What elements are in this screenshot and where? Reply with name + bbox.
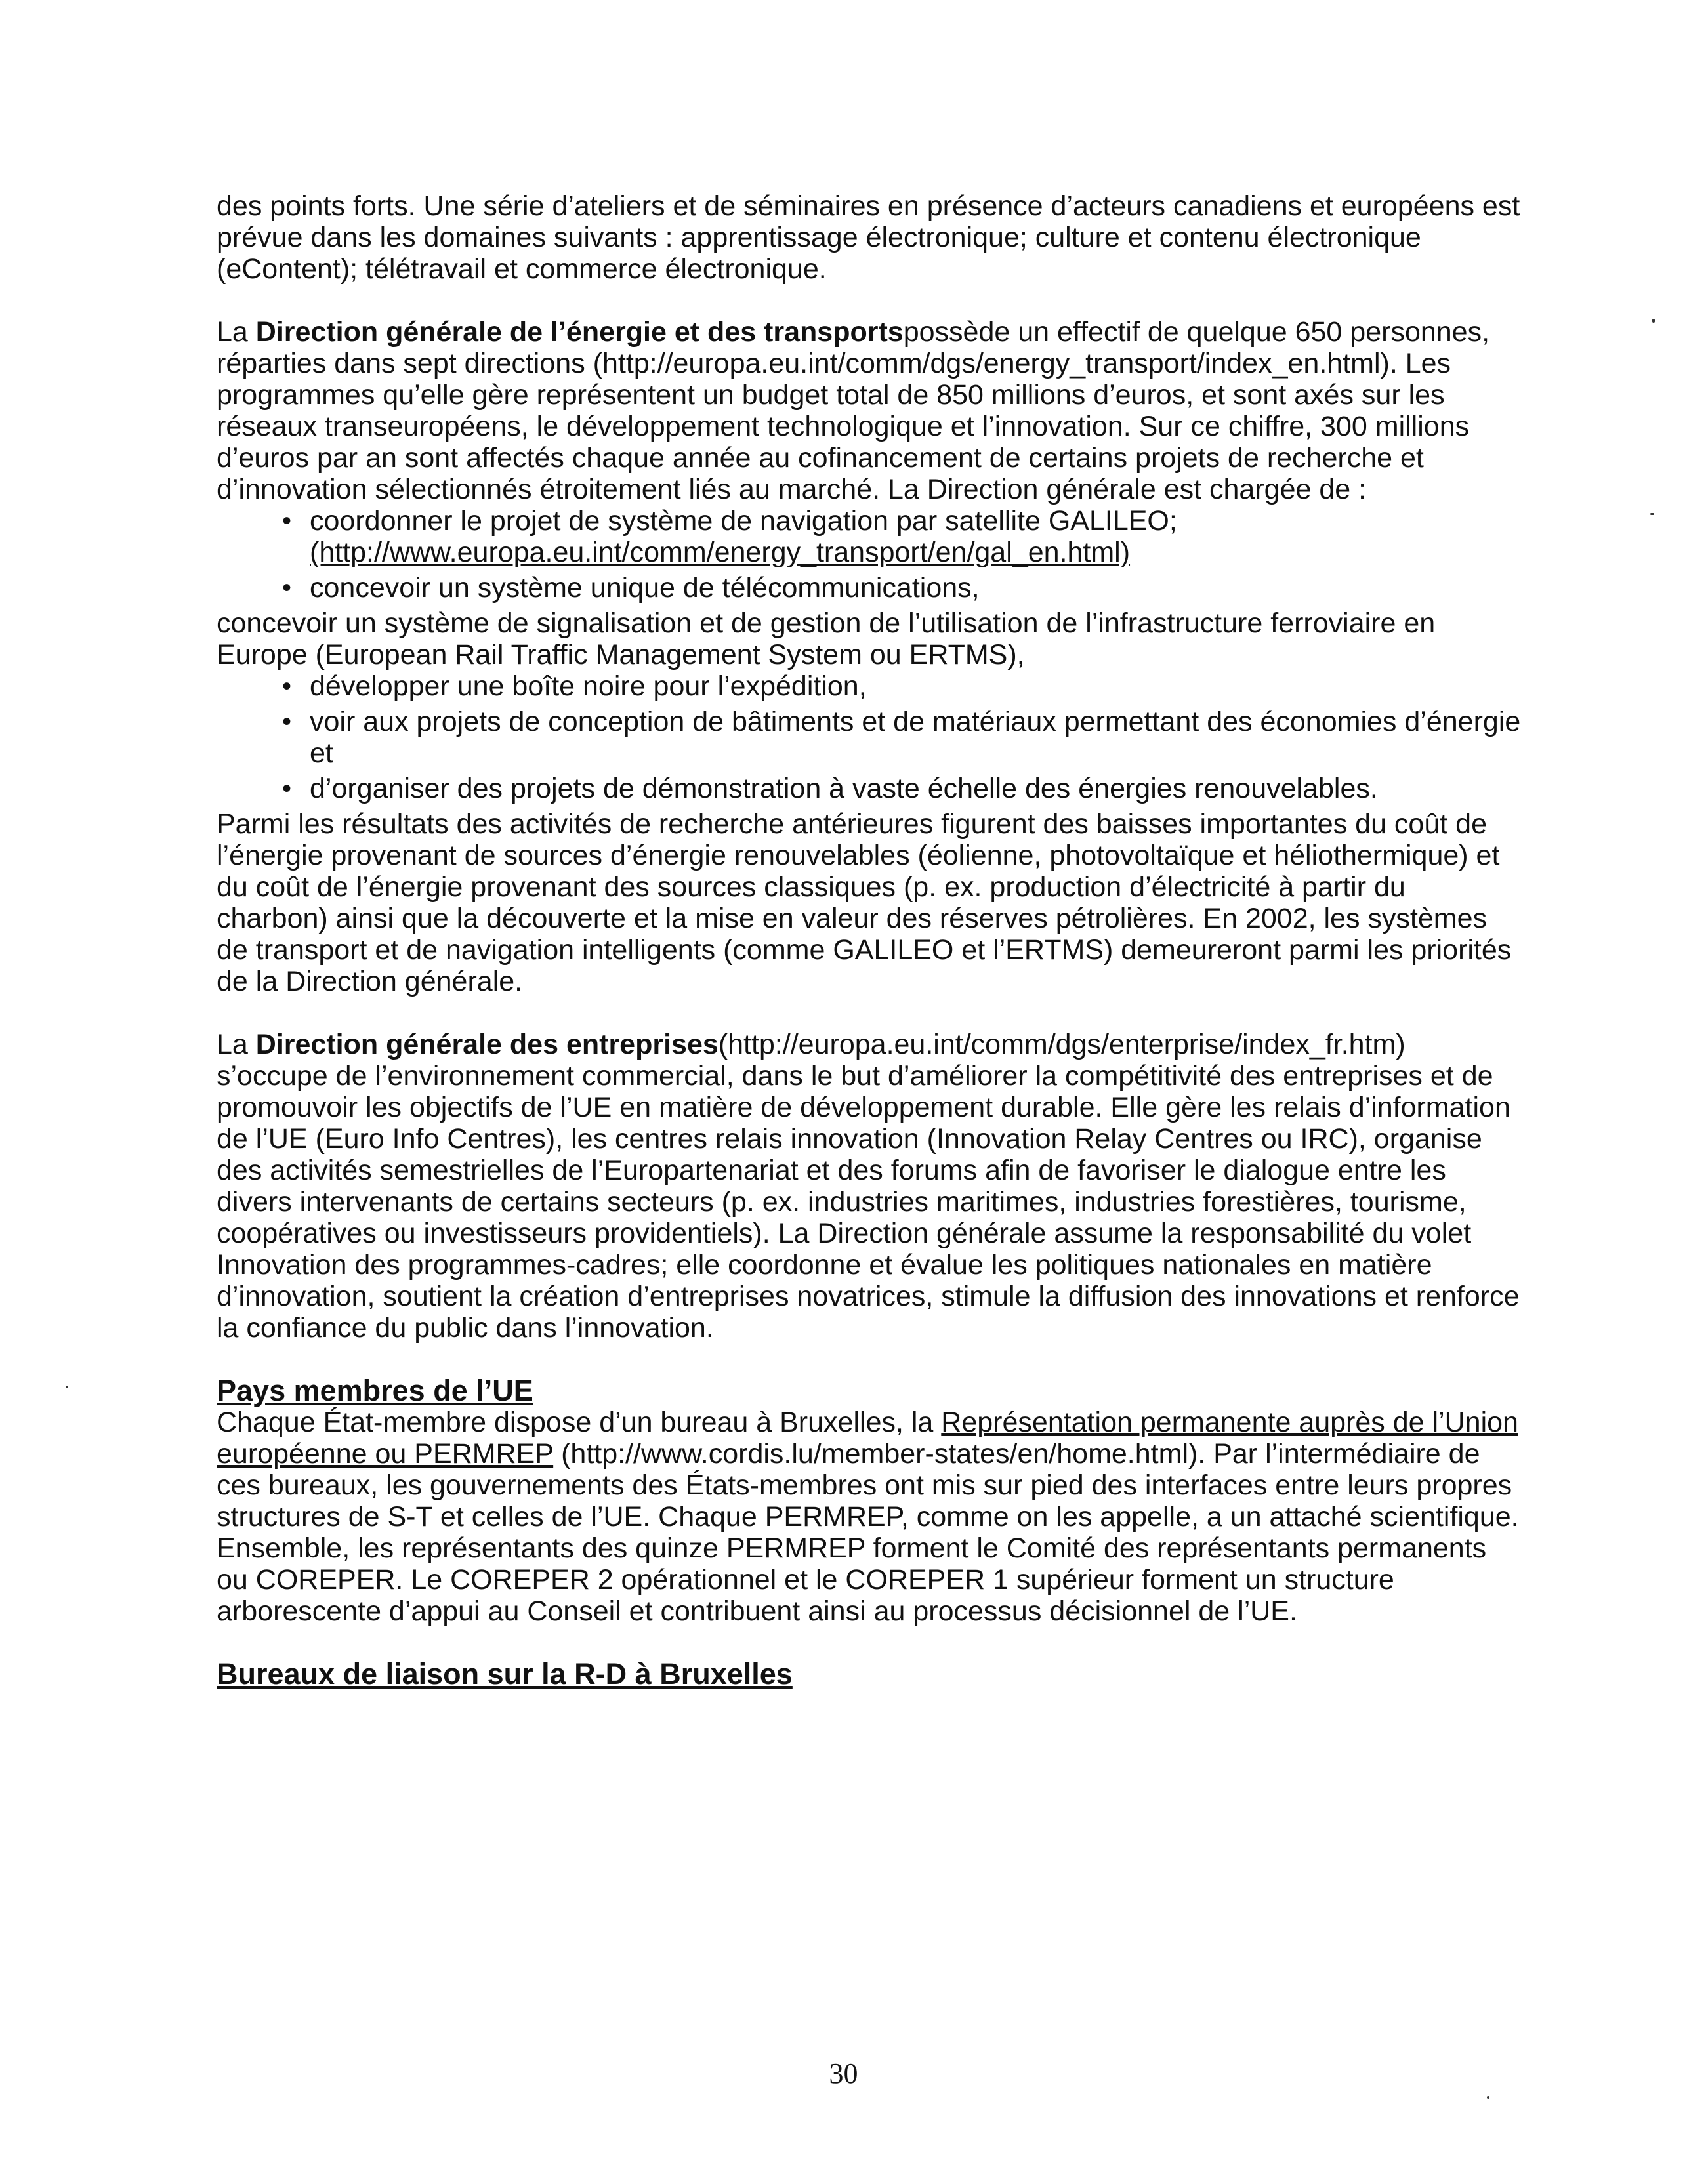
enterprise-prefix: La — [217, 1029, 256, 1060]
member-states-paragraph — [217, 1407, 1522, 1627]
scan-speck — [1487, 2096, 1489, 2099]
energy-transport-paragraph — [217, 316, 1522, 505]
intro-paragraph: des points forts. Une série d’ateliers et de séminaires en présence d’acteurs canadiens et européens est prévue dans les domaines suivants : apprentissage électronique; culture et contenu électronique (eContent); télétravail et commerce électronique. — [217, 190, 1520, 285]
section-heading-member-states: Pays membres de l’UE — [217, 1374, 533, 1407]
list-item: • voir aux projets de conception de bâtiments et de matériaux permettant des économies d’énergie et — [282, 706, 1522, 769]
galileo-link[interactable]: (http://www.europa.eu.int/comm/energy_transport/en/gal_en.html) — [310, 537, 1131, 568]
page-body — [217, 190, 1522, 1690]
ertms-paragraph: concevoir un système de signalisation et de gestion de l’utilisation de l’infrastructure ferroviaire en Europe (European Rail Traffic Management System ou ERTMS), — [217, 608, 1436, 670]
enterprise-title: Direction générale des entreprises — [255, 1029, 719, 1060]
member-states-text: (http://www.cordis.lu/member-states/en/home.html). Par l’intermédiaire de ces bureaux, les gouvernements des États-membres ont mis sur pied des interfaces entre leurs propres structures de S-T et celles de l’UE. Chaque PERMREP, comme on les appelle, a un attaché scientifique. Ensemble, les représentants des quinze PERMREP forment le Comité des représentants permanents ou COREPER. Le COREPER 2 opérationnel et le COREPER 1 supérieur forment un structure arborescente d’appui au Conseil et contribuent ainsi au processus décisionnel de l’UE. — [217, 1438, 1519, 1627]
permrep-link[interactable]: Représentation permanente auprès de l’Union européenne ou PERMREP — [217, 1407, 1518, 1470]
page-number: 30 — [829, 2057, 858, 2090]
enterprise-paragraph — [217, 1029, 1522, 1344]
energy-transport-title: Direction générale de l’énergie et des transports — [255, 316, 904, 348]
section-heading-liaison-offices: Bureaux de liaison sur la R-D à Bruxelles — [217, 1657, 793, 1691]
list-item: • d’organiser des projets de démonstration à vaste échelle des énergies renouvelables. — [282, 773, 1522, 804]
scan-speck — [1652, 319, 1655, 323]
enterprise-text: (http://europa.eu.int/comm/dgs/enterprise/index_fr.htm) s’occupe de l’environnement commercial, dans le but d’améliorer la compétitivité des entreprises et de promouvoir les objectifs de l’UE en matière de développement durable. Elle gère les relais d’information de l’UE (Euro Info Centres), les centres relais innovation (Innovation Relay Centres ou IRC), organise des activités semestrielles de l’Europartenariat et des forums afin de favoriser le dialogue entre les divers intervenants de certains secteurs (p. ex. industries maritimes, industries forestières, tourisme, coopératives ou investisseurs providentiels). La Direction générale assume la responsabilité du volet Innovation des programmes-cadres; elle coordonne et évalue les politiques nationales en matière d’innovation, soutient la création d’entreprises novatrices, stimule la diffusion des innovations et renforce la confiance du public dans l’innovation. — [217, 1029, 1520, 1344]
galileo-text: coordonner le projet de système de navigation par satellite GALILEO; — [310, 505, 1177, 537]
energy-bullet-list-b — [217, 670, 1522, 804]
list-item: • concevoir un système unique de télécommunications, — [282, 572, 1522, 604]
scan-speck — [66, 1386, 68, 1388]
list-item — [282, 505, 1522, 568]
energy-transport-text: possède un effectif de quelque 650 personnes, réparties dans sept directions (http://europa.eu.int/comm/dgs/energy_transport/index_en.html). Les programmes qu’elle gère représentent un budget total de 850 millions d’euros, et sont axés sur les réseaux transeuropéens, le développement technologique et l’innovation. Sur ce chiffre, 300 millions d’euros par an sont affectés chaque année au cofinancement de certains projets de recherche et d’innovation sélectionnés étroitement liés au marché. La Direction générale est chargée de : — [217, 316, 1490, 505]
scan-speck — [1650, 513, 1654, 515]
list-item: • développer une boîte noire pour l’expédition, — [282, 670, 1522, 702]
energy-bullet-list-a — [217, 505, 1522, 604]
research-results-paragraph: Parmi les résultats des activités de recherche antérieures figurent des baisses importantes du coût de l’énergie provenant de sources d’énergie renouvelables (éolienne, photovoltaïque et héliothermique) et du coût de l’énergie provenant des sources classiques (p. ex. production d’électricité à partir du charbon) ainsi que la découverte et la mise en valeur des réserves pétrolières. En 2002, les systèmes de transport et de navigation intelligents (comme GALILEO et l’ERTMS) demeureront parmi les priorités de la Direction générale. — [217, 808, 1512, 997]
energy-transport-prefix: La — [217, 316, 256, 348]
member-states-prefix: Chaque État-membre dispose d’un bureau à Bruxelles, la — [217, 1407, 942, 1438]
